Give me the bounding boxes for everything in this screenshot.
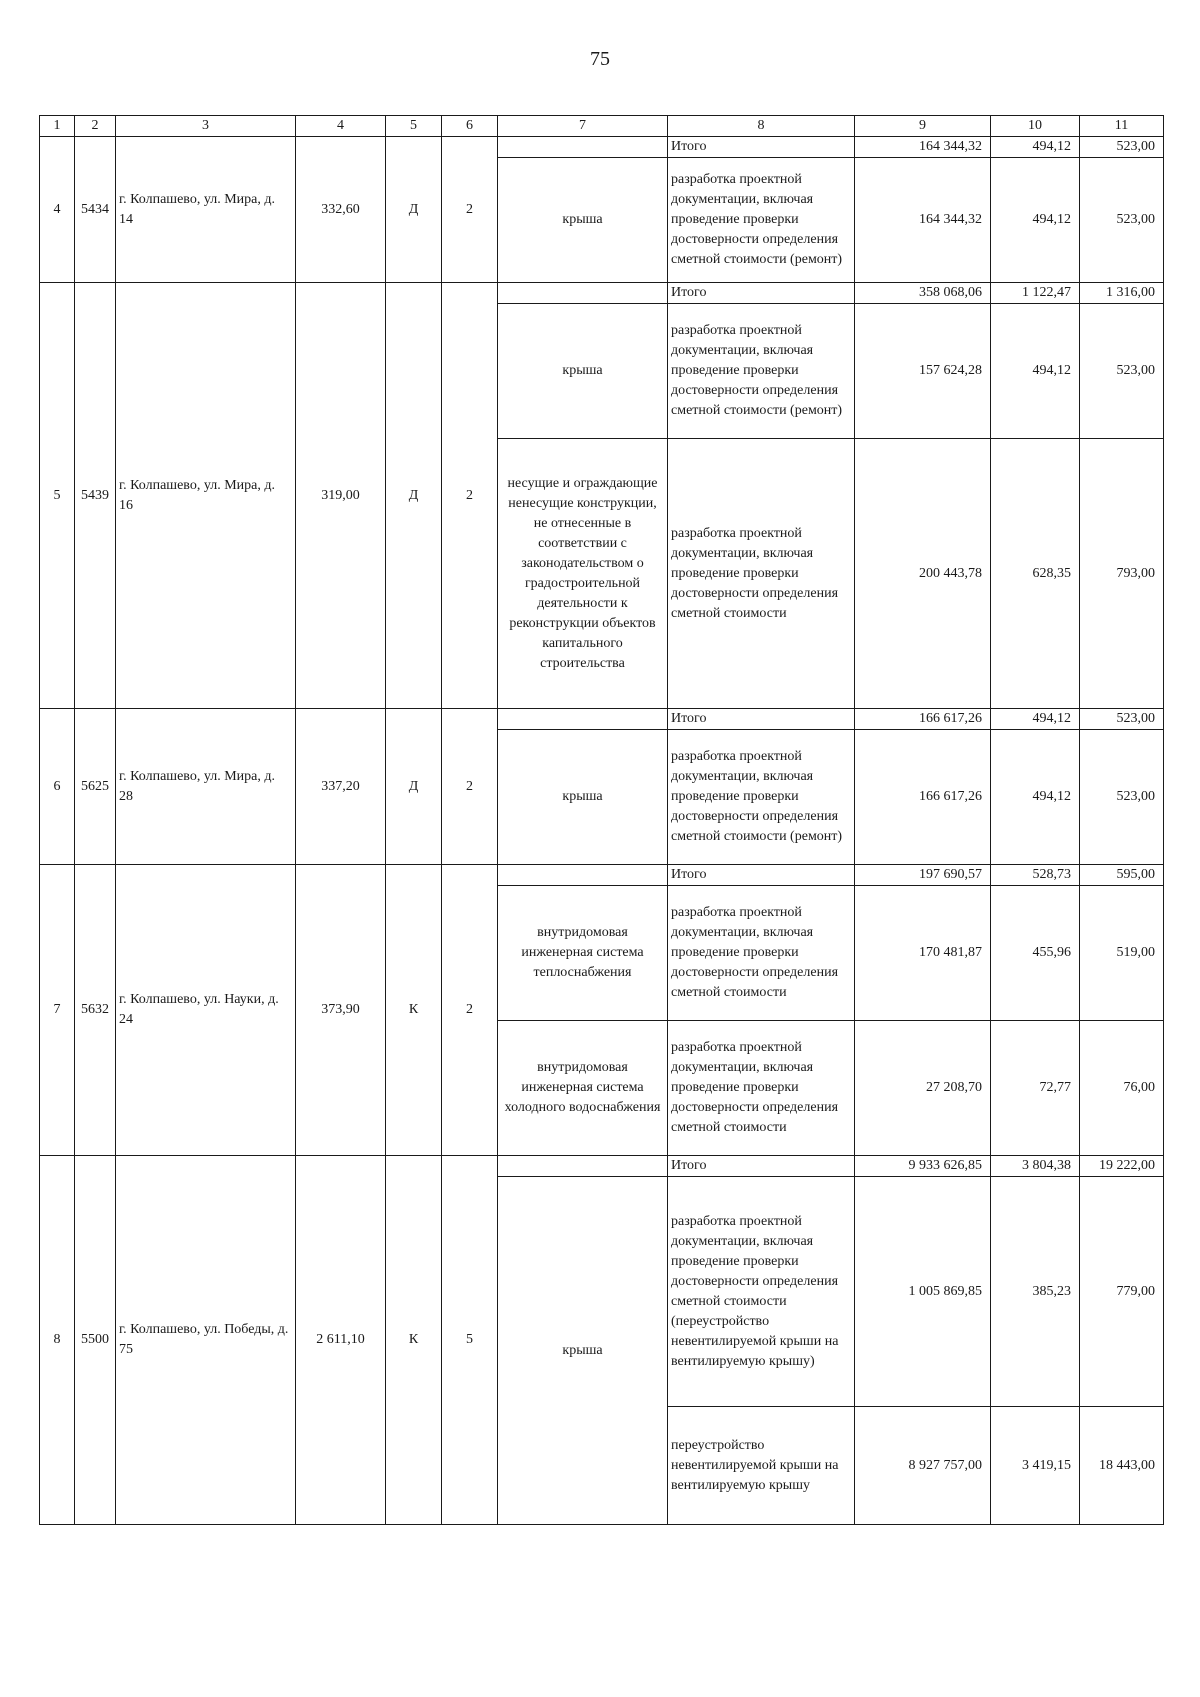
- work-limit: 523,00: [1080, 304, 1164, 439]
- house-address: г. Колпашево, ул. Мира, д. 28: [116, 709, 296, 865]
- total-row: [40, 709, 1164, 730]
- work-per-sqm: 3 419,15: [991, 1407, 1080, 1525]
- total-label: Итого: [668, 709, 855, 730]
- work-per-sqm: 385,23: [991, 1177, 1080, 1407]
- row-number: 8: [40, 1156, 75, 1525]
- house-floors: 5: [442, 1156, 498, 1525]
- col-header: 1: [40, 116, 75, 137]
- house-type: Д: [386, 283, 442, 709]
- col-header: 8: [668, 116, 855, 137]
- work-description: разработка проектной документации, включая проведение проверки достоверности определения сметной стоимости: [668, 886, 855, 1021]
- blank-cell: [498, 137, 668, 158]
- col-header: 5: [386, 116, 442, 137]
- house-code: 5439: [75, 283, 116, 709]
- page-number: 75: [590, 48, 610, 70]
- house-type: Д: [386, 137, 442, 283]
- work-cost: 164 344,32: [855, 158, 991, 283]
- work-cost: 157 624,28: [855, 304, 991, 439]
- work-element: крыша: [498, 158, 668, 283]
- work-per-sqm: 455,96: [991, 886, 1080, 1021]
- house-area: 332,60: [296, 137, 386, 283]
- house-floors: 2: [442, 137, 498, 283]
- col-header: 9: [855, 116, 991, 137]
- house-area: 2 611,10: [296, 1156, 386, 1525]
- col-header: 2: [75, 116, 116, 137]
- row-number: 6: [40, 709, 75, 865]
- house-floors: 2: [442, 283, 498, 709]
- work-cost: 1 005 869,85: [855, 1177, 991, 1407]
- work-description: переустройство невентилируемой крыши на вентилируемую крышу: [668, 1407, 855, 1525]
- work-element: внутридомовая инженерная система холодного водоснабжения: [498, 1021, 668, 1156]
- total-row: [40, 283, 1164, 304]
- work-element: внутридомовая инженерная система теплоснабжения: [498, 886, 668, 1021]
- work-element: крыша: [498, 1177, 668, 1525]
- work-description: разработка проектной документации, включая проведение проверки достоверности определения сметной стоимости: [668, 1021, 855, 1156]
- work-element: несущие и ограждающие ненесущие конструкции, не отнесенные в соответствии с законодательством о градостроительной деятельности к реконструкции объектов капитального строительства: [498, 439, 668, 709]
- house-type: Д: [386, 709, 442, 865]
- total-per-sqm: 1 122,47: [991, 283, 1080, 304]
- total-per-sqm: 3 804,38: [991, 1156, 1080, 1177]
- total-row: [40, 137, 1164, 158]
- work-per-sqm: 494,12: [991, 730, 1080, 865]
- work-description: разработка проектной документации, включая проведение проверки достоверности определения сметной стоимости: [668, 439, 855, 709]
- house-area: 319,00: [296, 283, 386, 709]
- col-header: 6: [442, 116, 498, 137]
- work-element: крыша: [498, 730, 668, 865]
- work-limit: 523,00: [1080, 158, 1164, 283]
- total-label: Итого: [668, 137, 855, 158]
- house-code: 5632: [75, 865, 116, 1156]
- house-area: 373,90: [296, 865, 386, 1156]
- total-per-sqm: 494,12: [991, 137, 1080, 158]
- work-limit: 519,00: [1080, 886, 1164, 1021]
- blank-cell: [498, 283, 668, 304]
- work-per-sqm: 494,12: [991, 304, 1080, 439]
- row-number: 7: [40, 865, 75, 1156]
- house-address: г. Колпашево, ул. Победы, д. 75: [116, 1156, 296, 1525]
- house-type: К: [386, 1156, 442, 1525]
- col-header: 3: [116, 116, 296, 137]
- work-limit: 779,00: [1080, 1177, 1164, 1407]
- total-limit: 1 316,00: [1080, 283, 1164, 304]
- total-limit: 595,00: [1080, 865, 1164, 886]
- total-per-sqm: 528,73: [991, 865, 1080, 886]
- work-cost: 170 481,87: [855, 886, 991, 1021]
- capital-repair-table: [39, 115, 1164, 1525]
- total-label: Итого: [668, 283, 855, 304]
- total-cost: 9 933 626,85: [855, 1156, 991, 1177]
- house-address: г. Колпашево, ул. Мира, д. 16: [116, 283, 296, 709]
- work-description: разработка проектной документации, включая проведение проверки достоверности определения сметной стоимости (ремонт): [668, 304, 855, 439]
- col-header: 7: [498, 116, 668, 137]
- work-per-sqm: 494,12: [991, 158, 1080, 283]
- work-per-sqm: 72,77: [991, 1021, 1080, 1156]
- total-per-sqm: 494,12: [991, 709, 1080, 730]
- house-code: 5434: [75, 137, 116, 283]
- work-limit: 793,00: [1080, 439, 1164, 709]
- work-limit: 76,00: [1080, 1021, 1164, 1156]
- col-header: 10: [991, 116, 1080, 137]
- work-cost: 8 927 757,00: [855, 1407, 991, 1525]
- house-floors: 2: [442, 865, 498, 1156]
- col-header: 11: [1080, 116, 1164, 137]
- work-element: крыша: [498, 304, 668, 439]
- total-label: Итого: [668, 1156, 855, 1177]
- total-limit: 523,00: [1080, 709, 1164, 730]
- total-cost: 197 690,57: [855, 865, 991, 886]
- house-address: г. Колпашево, ул. Науки, д. 24: [116, 865, 296, 1156]
- work-cost: 166 617,26: [855, 730, 991, 865]
- work-description: разработка проектной документации, включая проведение проверки достоверности определения сметной стоимости (ремонт): [668, 730, 855, 865]
- total-limit: 523,00: [1080, 137, 1164, 158]
- total-cost: 164 344,32: [855, 137, 991, 158]
- house-type: К: [386, 865, 442, 1156]
- house-code: 5625: [75, 709, 116, 865]
- house-floors: 2: [442, 709, 498, 865]
- work-description: разработка проектной документации, включая проведение проверки достоверности определения сметной стоимости (ремонт): [668, 158, 855, 283]
- total-limit: 19 222,00: [1080, 1156, 1164, 1177]
- house-address: г. Колпашево, ул. Мира, д. 14: [116, 137, 296, 283]
- total-cost: 166 617,26: [855, 709, 991, 730]
- blank-cell: [498, 865, 668, 886]
- row-number: 4: [40, 137, 75, 283]
- col-header: 4: [296, 116, 386, 137]
- total-cost: 358 068,06: [855, 283, 991, 304]
- work-per-sqm: 628,35: [991, 439, 1080, 709]
- total-row: [40, 865, 1164, 886]
- work-limit: 18 443,00: [1080, 1407, 1164, 1525]
- house-code: 5500: [75, 1156, 116, 1525]
- blank-cell: [498, 709, 668, 730]
- work-description: разработка проектной документации, включая проведение проверки достоверности определения сметной стоимости (переустройство невентилируемой крыши на вентилируемую крышу): [668, 1177, 855, 1407]
- total-label: Итого: [668, 865, 855, 886]
- work-limit: 523,00: [1080, 730, 1164, 865]
- total-row: [40, 1156, 1164, 1177]
- row-number: 5: [40, 283, 75, 709]
- blank-cell: [498, 1156, 668, 1177]
- work-cost: 27 208,70: [855, 1021, 991, 1156]
- house-area: 337,20: [296, 709, 386, 865]
- column-numbers-row: [40, 116, 1164, 137]
- work-cost: 200 443,78: [855, 439, 991, 709]
